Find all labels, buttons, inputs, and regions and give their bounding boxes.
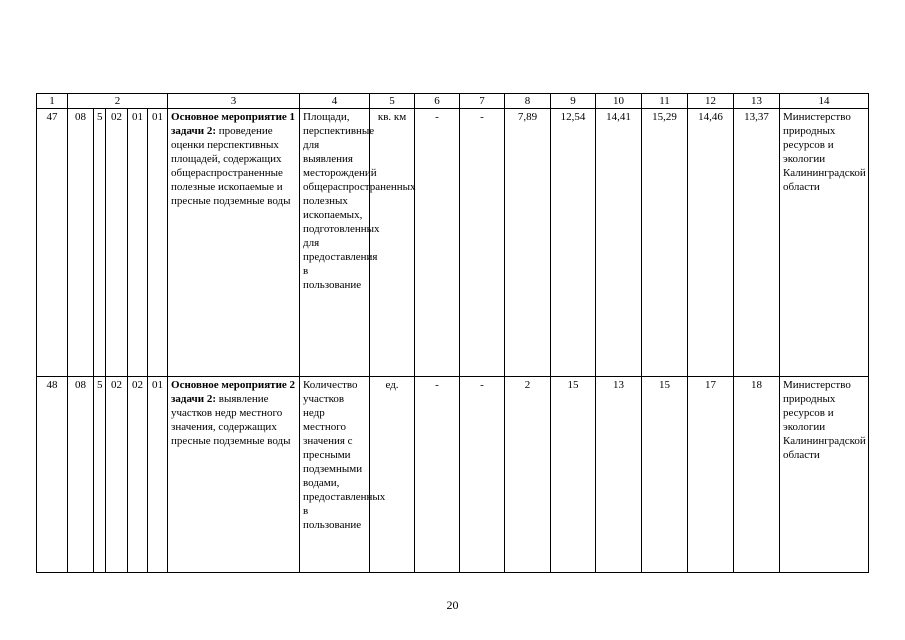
- header-row: [37, 94, 869, 109]
- executor-cell: Министерство природных ресурсов и экологии Калининградской области: [780, 109, 869, 377]
- code-part: 01: [128, 109, 148, 377]
- activity-name-cell: [168, 377, 300, 573]
- header-col-9: 9: [551, 94, 596, 109]
- code-part: 08: [68, 109, 94, 377]
- unit-cell: ед.: [370, 377, 415, 573]
- code-part: 5: [94, 109, 106, 377]
- value-col-7: -: [460, 377, 505, 573]
- header-col-8: 8: [505, 94, 551, 109]
- header-col-11: 11: [642, 94, 688, 109]
- indicator-cell: Площади, перспективные для выявления месторождений общераспространенных полезных ископаемых, подготовленных для предоставления в пользование: [300, 109, 370, 377]
- value-col-6: -: [415, 109, 460, 377]
- code-part: 01: [148, 377, 168, 573]
- value-col-8: 2: [505, 377, 551, 573]
- header-col-1: 1: [37, 94, 68, 109]
- code-part: 5: [94, 377, 106, 573]
- page-number: 20: [446, 598, 459, 612]
- header-col-3: 3: [168, 94, 300, 109]
- activity-description: выявление участков недр местного значения, содержащих пресные подземные воды: [171, 393, 291, 447]
- header-col-10: 10: [596, 94, 642, 109]
- unit-cell: кв. км: [370, 109, 415, 377]
- code-part: 01: [148, 109, 168, 377]
- executor-cell: Министерство природных ресурсов и экологии Калининградской области: [780, 377, 869, 573]
- value-col-10: 14,41: [596, 109, 642, 377]
- header-col-2: 2: [68, 94, 168, 109]
- value-col-13: 13,37: [734, 109, 780, 377]
- header-col-14: 14: [780, 94, 869, 109]
- value-col-8: 7,89: [505, 109, 551, 377]
- table-row: [37, 109, 869, 377]
- table-row: [37, 377, 869, 573]
- value-col-12: 17: [688, 377, 734, 573]
- value-col-13: 18: [734, 377, 780, 573]
- header-col-5: 5: [370, 94, 415, 109]
- value-col-7: -: [460, 109, 505, 377]
- value-col-10: 13: [596, 377, 642, 573]
- row-number: 48: [37, 377, 68, 573]
- value-col-11: 15,29: [642, 109, 688, 377]
- header-col-4: 4: [300, 94, 370, 109]
- header-col-6: 6: [415, 94, 460, 109]
- row-number: 47: [37, 109, 68, 377]
- code-part: 08: [68, 377, 94, 573]
- value-col-9: 15: [551, 377, 596, 573]
- indicator-cell: Количество участков недр местного значения с пресными подземными водами, предоставленных в пользование: [300, 377, 370, 573]
- value-col-6: -: [415, 377, 460, 573]
- header-col-13: 13: [734, 94, 780, 109]
- code-part: 02: [106, 109, 128, 377]
- activity-title: Основное мероприятие 1 задачи 2:: [171, 111, 296, 137]
- activity-description: проведение оценки перспективных площадей, содержащих общераспространенные полезные ископаемые и пресные подземные воды: [171, 125, 291, 207]
- header-col-7: 7: [460, 94, 505, 109]
- value-col-9: 12,54: [551, 109, 596, 377]
- code-part: 02: [128, 377, 148, 573]
- activity-title: Основное мероприятие 2 задачи 2:: [171, 379, 296, 405]
- activity-name-cell: [168, 109, 300, 377]
- program-table: [36, 93, 869, 573]
- header-col-12: 12: [688, 94, 734, 109]
- value-col-11: 15: [642, 377, 688, 573]
- code-part: 02: [106, 377, 128, 573]
- value-col-12: 14,46: [688, 109, 734, 377]
